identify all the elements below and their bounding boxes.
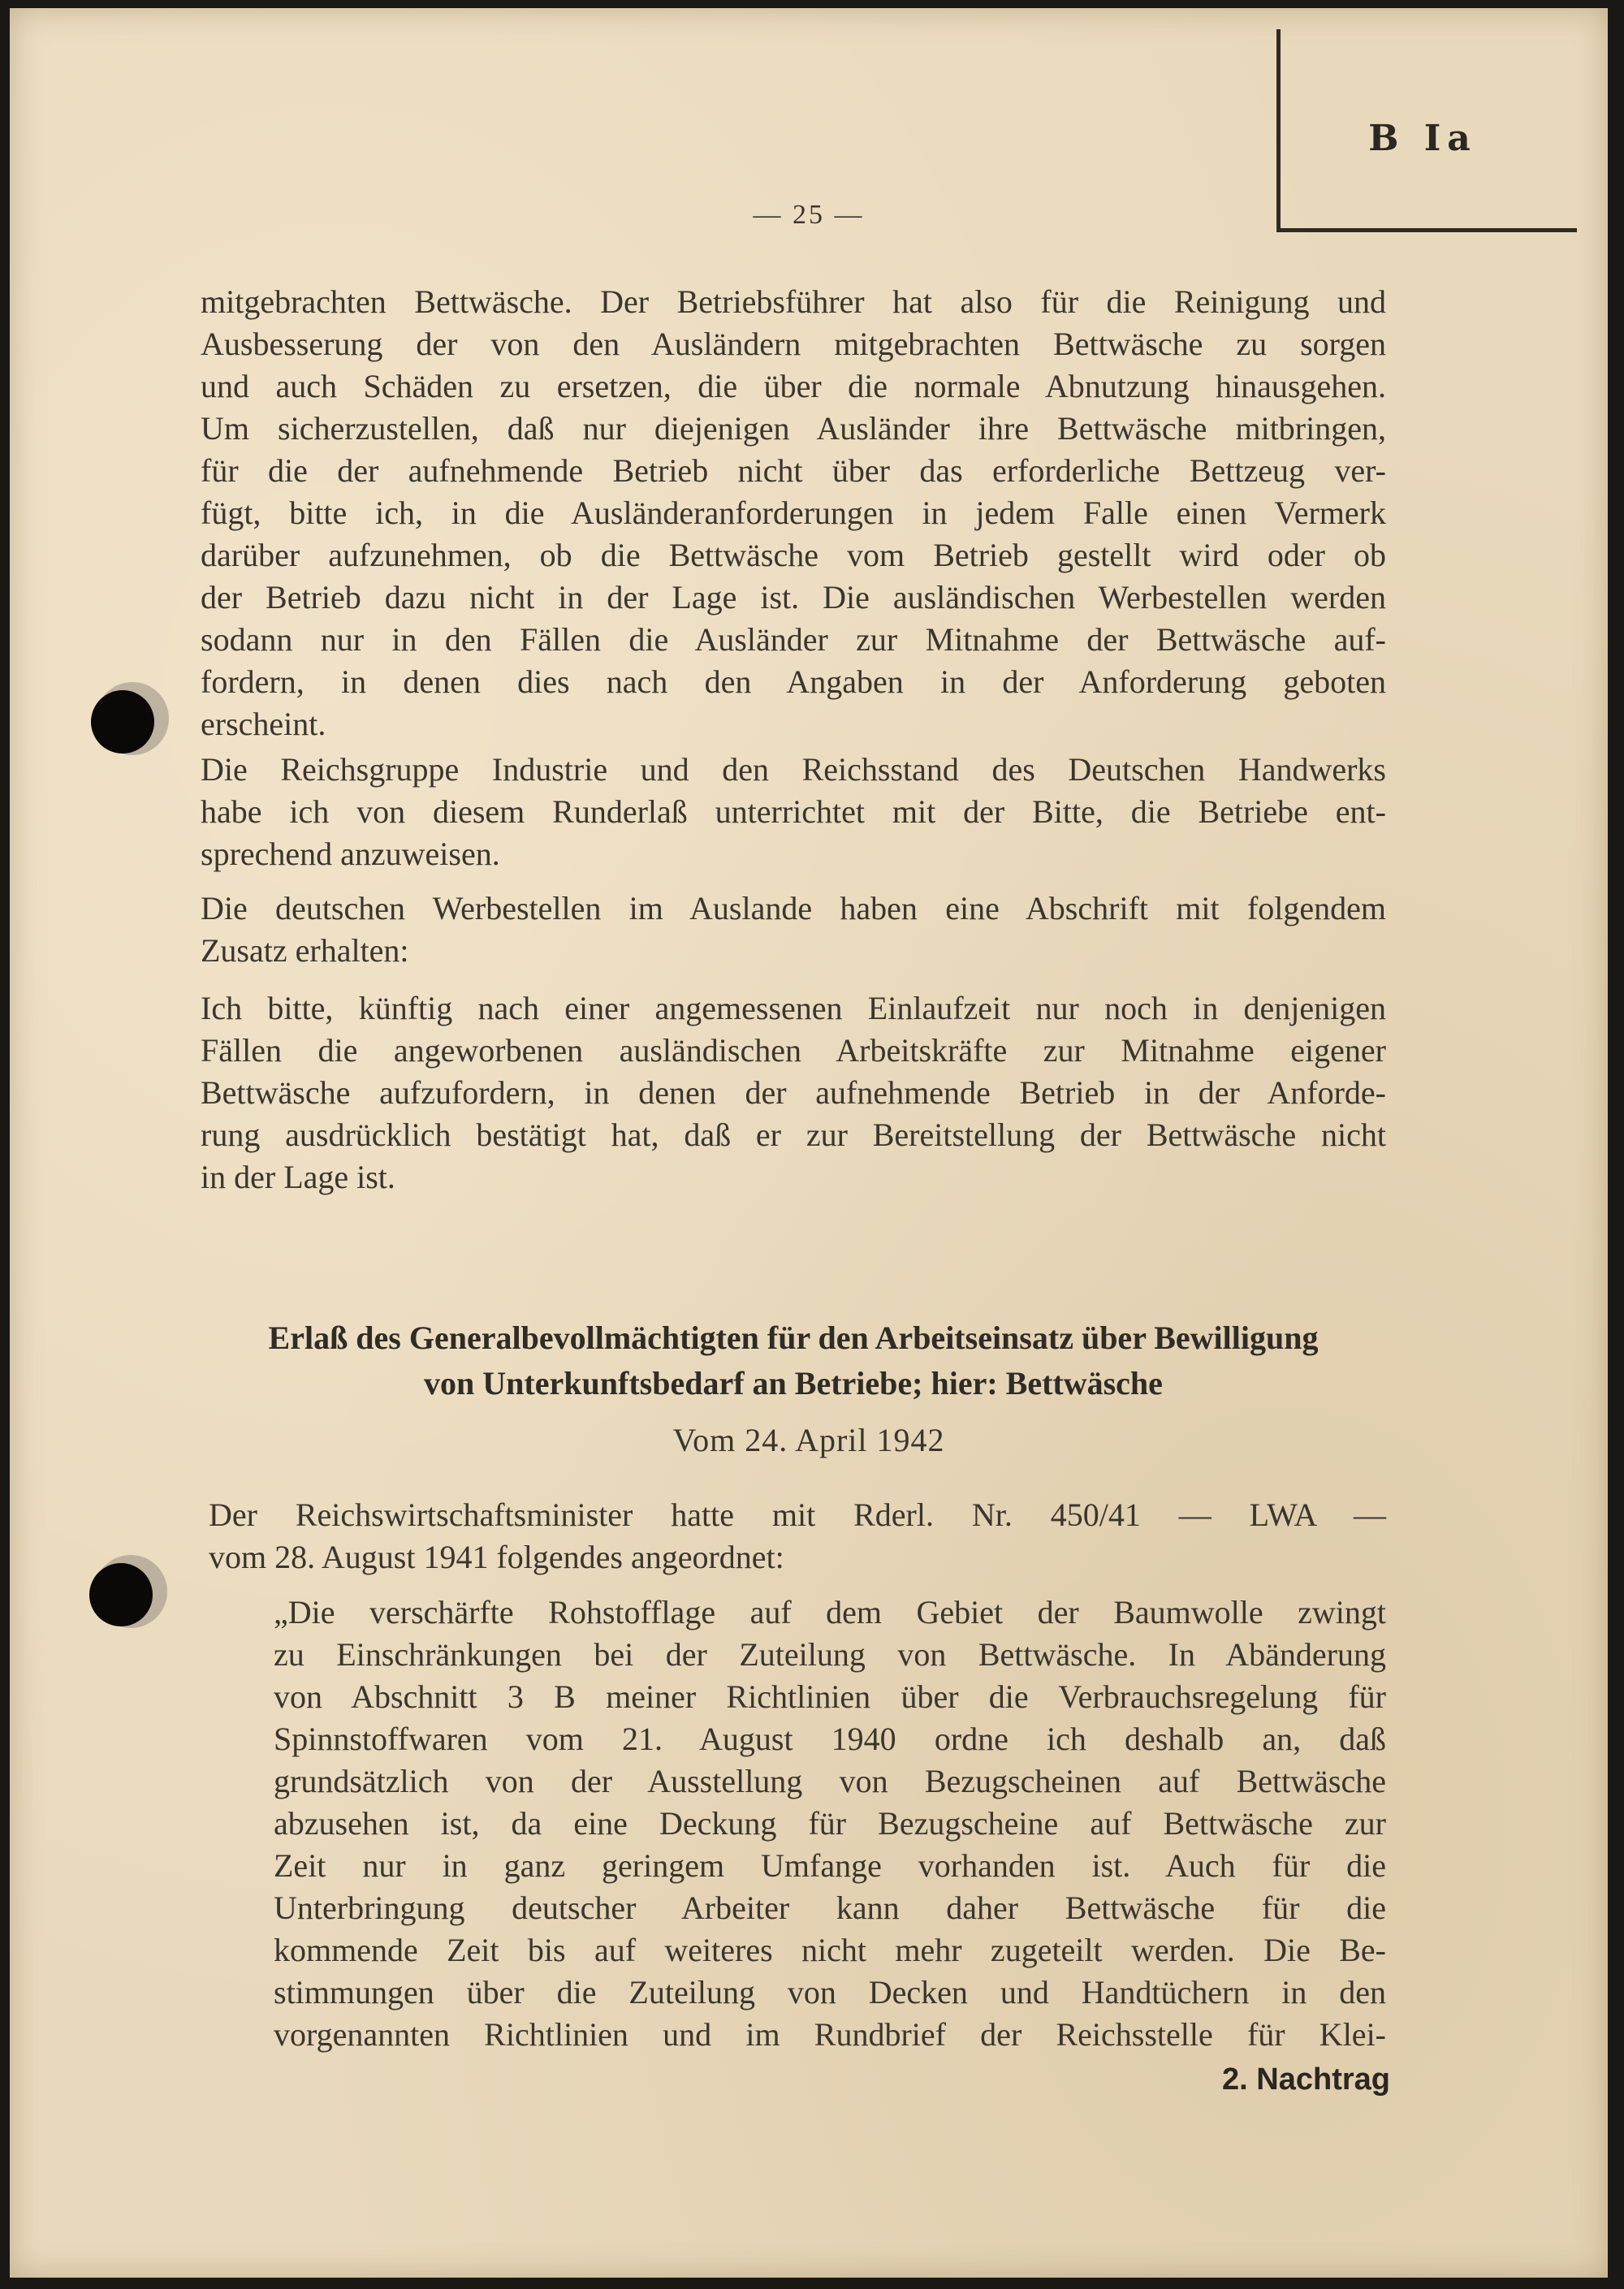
text-line: Die deutschen Werbestellen im Auslande haben eine Abschrift mit folgendem	[201, 890, 1386, 926]
text-line: zu Einschränkungen bei der Zuteilung von Bettwäsche. In Abänderung	[274, 1636, 1386, 1673]
text-line: vom 28. August 1941 folgendes angeordnet:	[209, 1539, 784, 1575]
text-line: fügt, bitte ich, in die Ausländeranforderungen in jedem Falle einen Vermerk	[201, 495, 1386, 531]
text-line: in der Lage ist.	[201, 1159, 395, 1195]
text-line: Bettwäsche aufzufordern, in denen der aufnehmende Betrieb in der Anforde-	[201, 1074, 1386, 1111]
text-line: Unterbringung deutscher Arbeiter kann daher Bettwäsche für die	[274, 1890, 1386, 1926]
paragraph-text	[201, 888, 1386, 972]
paragraph-text	[201, 749, 1386, 875]
punch-hole-upper	[91, 690, 154, 754]
text-line: für die der aufnehmende Betrieb nicht über das erforderliche Bettzeug ver-	[201, 452, 1386, 489]
text-line: Um sicherzustellen, daß nur diejenigen Ausländer ihre Bettwäsche mitbringen,	[201, 410, 1386, 447]
decree-date: Vom 24. April 1942	[672, 1422, 945, 1458]
paragraph-reichsgruppe	[201, 749, 1386, 875]
paragraph-werbestellen	[201, 888, 1386, 972]
punch-hole-lower	[89, 1563, 153, 1626]
paragraph-text	[274, 1592, 1386, 2056]
text-line: kommende Zeit bis auf weiteres nicht mehr zugeteilt werden. Die Be-	[274, 1932, 1386, 1968]
text-line: erscheint.	[201, 706, 326, 742]
paragraph-text	[209, 1494, 1386, 1579]
text-line: Ich bitte, künftig nach einer angemessenen Einlaufzeit nur noch in denjenigen	[201, 990, 1386, 1026]
paragraph-intro	[209, 1494, 1386, 1579]
text-line: Spinnstoffwaren vom 21. August 1940 ordne ich deshalb an, daß	[274, 1721, 1386, 1757]
decree-heading	[201, 1315, 1386, 1406]
text-line: von Abschnitt 3 B meiner Richtlinien über die Verbrauchsregelung für	[274, 1678, 1386, 1715]
text-line: sprechend anzuweisen.	[201, 836, 500, 872]
supplement-note: 2. Nachtrag	[1222, 2062, 1390, 2097]
paragraph-text	[201, 987, 1386, 1198]
quoted-decree	[274, 1592, 1386, 2056]
text-line: „Die verschärfte Rohstofflage auf dem Gebiet der Baumwolle zwingt	[274, 1594, 1386, 1630]
document-page	[10, 8, 1608, 2278]
page-number: — 25 —	[753, 200, 865, 230]
text-line: fordern, in denen dies nach den Angaben in der Anforderung geboten	[201, 663, 1386, 700]
text-line: habe ich von diesem Runderlaß unterrichtet mit der Bitte, die Betriebe ent-	[201, 793, 1386, 830]
text-line: sodann nur in den Fällen die Ausländer zur Mitnahme der Bettwäsche auf-	[201, 621, 1386, 658]
text-line: Die Reichsgruppe Industrie und den Reichsstand des Deutschen Handwerks	[201, 751, 1386, 788]
text-line: rung ausdrücklich bestätigt hat, daß er zur Bereitstellung der Bettwäsche nicht	[201, 1116, 1386, 1153]
text-line: der Betrieb dazu nicht in der Lage ist. Die ausländischen Werbestellen werden	[201, 579, 1386, 615]
paragraph-text	[201, 281, 1386, 745]
text-line: Der Reichswirtschaftsminister hatte mit Rderl. Nr. 450/41 — LWA —	[209, 1496, 1386, 1533]
paragraph-zusatz	[201, 987, 1386, 1198]
text-line: und auch Schäden zu ersetzen, die über die normale Abnutzung hinausgehen.	[201, 368, 1386, 404]
text-line: darüber aufzunehmen, ob die Bettwäsche vom Betrieb gestellt wird oder ob	[201, 537, 1386, 573]
text-line: Zusatz erhalten:	[201, 932, 409, 969]
text-line: abzusehen ist, da eine Deckung für Bezugscheine auf Bettwäsche zur	[274, 1805, 1386, 1842]
text-line: grundsätzlich von der Ausstellung von Bezugscheinen auf Bettwäsche	[274, 1763, 1386, 1799]
paragraph-continuation	[201, 281, 1386, 745]
text-line: Ausbesserung der von den Ausländern mitgebrachten Bettwäsche zu sorgen	[201, 326, 1386, 362]
text-line: Zeit nur in ganz geringem Umfange vorhanden ist. Auch für die	[274, 1847, 1386, 1884]
heading-line: von Unterkunftsbedarf an Betriebe; hier: Bettwäsche	[424, 1365, 1163, 1401]
section-marker-label: B Ia	[1368, 118, 1477, 159]
text-line: stimmungen über die Zuteilung von Decken und Handtüchern in den	[274, 1974, 1386, 2010]
text-line: mitgebrachten Bettwäsche. Der Betriebsführer hat also für die Reinigung und	[201, 283, 1386, 320]
text-line: Fällen die angeworbenen ausländischen Arbeitskräfte zur Mitnahme eigener	[201, 1032, 1386, 1069]
heading-line: Erlaß des Generalbevollmächtigten für den Arbeitseinsatz über Bewilligung	[268, 1319, 1319, 1356]
text-line: vorgenannten Richtlinien und im Rundbrief der Reichsstelle für Klei-	[274, 2016, 1386, 2053]
